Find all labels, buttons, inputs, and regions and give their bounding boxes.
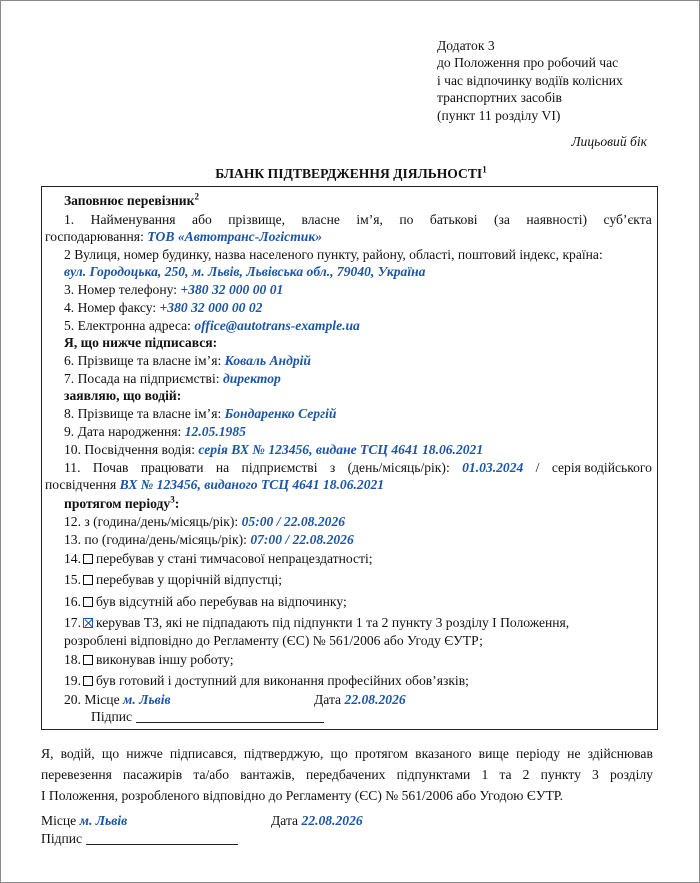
field-11-cont: посвідчення ВХ № 123456, виданого ТСЦ 4641 18.06.2021 bbox=[45, 477, 385, 492]
field-4-value: +380 32 000 00 02 bbox=[159, 300, 263, 315]
field-12: 12. з (година/день/місяць/рік): 05:00 / 22.08.2026 bbox=[64, 514, 346, 529]
declaration-line-1: Я, водій, що нижче підписався, підтверджую, що протягом вказаного вище періоду не здійснював bbox=[41, 746, 653, 761]
field-6-value: Коваль Андрій bbox=[224, 353, 311, 368]
signature-line[interactable] bbox=[136, 722, 324, 723]
annex-line: і час відпочинку водіїв колісних bbox=[437, 72, 623, 88]
option-15: 15. перебував у щорічній відпустці; bbox=[64, 572, 283, 587]
field-7: 7. Посада на підприємстві: директор bbox=[64, 371, 281, 386]
option-16: 16. був відсутній або перебував на відпочинку; bbox=[64, 594, 347, 609]
form-title: БЛАНК ПІДТВЕРДЖЕННЯ ДІЯЛЬНОСТІ$^1$ bbox=[215, 164, 487, 181]
annex-block bbox=[437, 37, 623, 124]
field-3: 3. Номер телефону: +380 32 000 00 01 bbox=[64, 282, 284, 297]
field-2-label: 2 Вулиця, номер будинку, назва населеного пункту, району, області, поштовий індекс, країна: bbox=[64, 247, 603, 262]
declaration-signature: Підпис bbox=[41, 832, 238, 847]
period-heading: протягом періоду$^3$: bbox=[64, 494, 180, 511]
field-9-value: 12.05.1985 bbox=[184, 424, 246, 439]
signer-heading: Я, що нижче підписався: bbox=[64, 335, 218, 350]
checkbox-17-checked[interactable] bbox=[83, 618, 93, 628]
field-1-line: 1. Найменування або прізвище, власне ім’я, по батькові (за наявності) суб’єкта bbox=[64, 212, 652, 227]
declaration-place: Місце м. Львів bbox=[41, 813, 128, 828]
option-19: 19. був готовий і доступний для виконання професійних обов’язків; bbox=[64, 673, 469, 688]
field-7-value: директор bbox=[222, 371, 281, 386]
checkbox-18[interactable] bbox=[83, 655, 93, 665]
field-13-value: 07:00 / 22.08.2026 bbox=[250, 532, 354, 547]
declaration-signature-line[interactable] bbox=[86, 844, 238, 845]
declaration-line-2: перевезення пасажирів та/або вантажів, передбачених підпунктами 1 та 2 пункту 3 розділу bbox=[41, 767, 653, 782]
field-1-value: ТОВ «Автотранс-Логістик» bbox=[147, 229, 323, 244]
option-14: 14. перебував у стані тимчасової непрацездатності; bbox=[64, 551, 373, 566]
field-6: 6. Прізвище та власне ім’я: Коваль Андрій bbox=[64, 353, 311, 368]
face-side-label: Лицьовий бік bbox=[571, 134, 647, 149]
option-17: 17. керував ТЗ, які не підпадають під підпункти 1 та 2 пункту 3 розділу І Положення, bbox=[64, 615, 570, 630]
field-1-cont: господарювання: ТОВ «Автотранс-Логістик» bbox=[45, 229, 323, 244]
checkbox-15[interactable] bbox=[83, 575, 93, 585]
field-20-place: 20. Місце м. Львів bbox=[64, 692, 171, 707]
field-10: 10. Посвідчення водія: серія ВХ № 123456, видане ТСЦ 4641 18.06.2021 bbox=[64, 442, 484, 457]
annex-line: транспортних засобів bbox=[437, 90, 562, 106]
field-20-signature: Підпис bbox=[91, 710, 324, 725]
annex-line: Додаток 3 bbox=[437, 38, 495, 53]
field-20-date-value: 22.08.2026 bbox=[344, 692, 406, 707]
checkbox-19[interactable] bbox=[83, 676, 93, 686]
field-12-value: 05:00 / 22.08.2026 bbox=[241, 514, 346, 529]
field-8-value: Бондаренко Сергій bbox=[224, 406, 337, 421]
field-4: 4. Номер факсу: +380 32 000 00 02 bbox=[64, 300, 263, 315]
field-3-value: +380 32 000 00 01 bbox=[180, 282, 284, 297]
declaration-line-3: І Положення, розробленого відповідно до Регламенту (ЄС) № 561/2006 або Угодою ЄУТР. bbox=[41, 788, 564, 803]
option-17-cont: розроблені відповідно до Регламенту (ЄС) № 561/2006 або Угоду ЄУТР; bbox=[64, 633, 483, 648]
checkbox-16[interactable] bbox=[83, 597, 93, 607]
declaration-date: Дата 22.08.2026 bbox=[271, 813, 363, 828]
field-2-value: вул. Городоцька, 250, м. Львів, Львівська обл., 79040, Україна bbox=[64, 264, 426, 279]
field-10-value: серія ВХ № 123456, видане ТСЦ 4641 18.06.2021 bbox=[198, 442, 484, 457]
field-11-line: 11. Почав працювати на підприємстві з (день/місяць/рік): 01.03.2024 / серія водійського bbox=[64, 460, 652, 475]
field-11-license: ВХ № 123456, виданого ТСЦ 4641 18.06.2021 bbox=[119, 477, 385, 492]
field-11-date: 01.03.2024 bbox=[462, 460, 524, 475]
checkbox-14[interactable] bbox=[83, 554, 93, 564]
declaration-date-value: 22.08.2026 bbox=[301, 813, 363, 828]
field-5: 5. Електронна адреса: office@autotrans-example.ua bbox=[64, 318, 360, 333]
title-footnote: 1 bbox=[482, 164, 487, 175]
annex-line: до Положення про робочий час bbox=[437, 55, 619, 71]
declaration-place-value: м. Львів bbox=[79, 813, 128, 828]
field-8: 8. Прізвище та власне ім’я: Бондаренко Сергій bbox=[64, 406, 337, 421]
carrier-heading: Заповнює перевізник$^2$ bbox=[64, 191, 199, 208]
field-20-place-value: м. Львів bbox=[123, 692, 171, 707]
field-20-date: Дата 22.08.2026 bbox=[314, 692, 406, 707]
driver-heading: заявляю, що водій: bbox=[64, 388, 182, 403]
field-5-value: office@autotrans-example.ua bbox=[194, 318, 360, 333]
field-13: 13. по (година/день/місяць/рік): 07:00 / 22.08.2026 bbox=[64, 532, 354, 547]
option-18: 18. виконував іншу роботу; bbox=[64, 652, 234, 667]
annex-line: (пункт 11 розділу VI) bbox=[437, 107, 561, 123]
field-9: 9. Дата народження: 12.05.1985 bbox=[64, 424, 246, 439]
